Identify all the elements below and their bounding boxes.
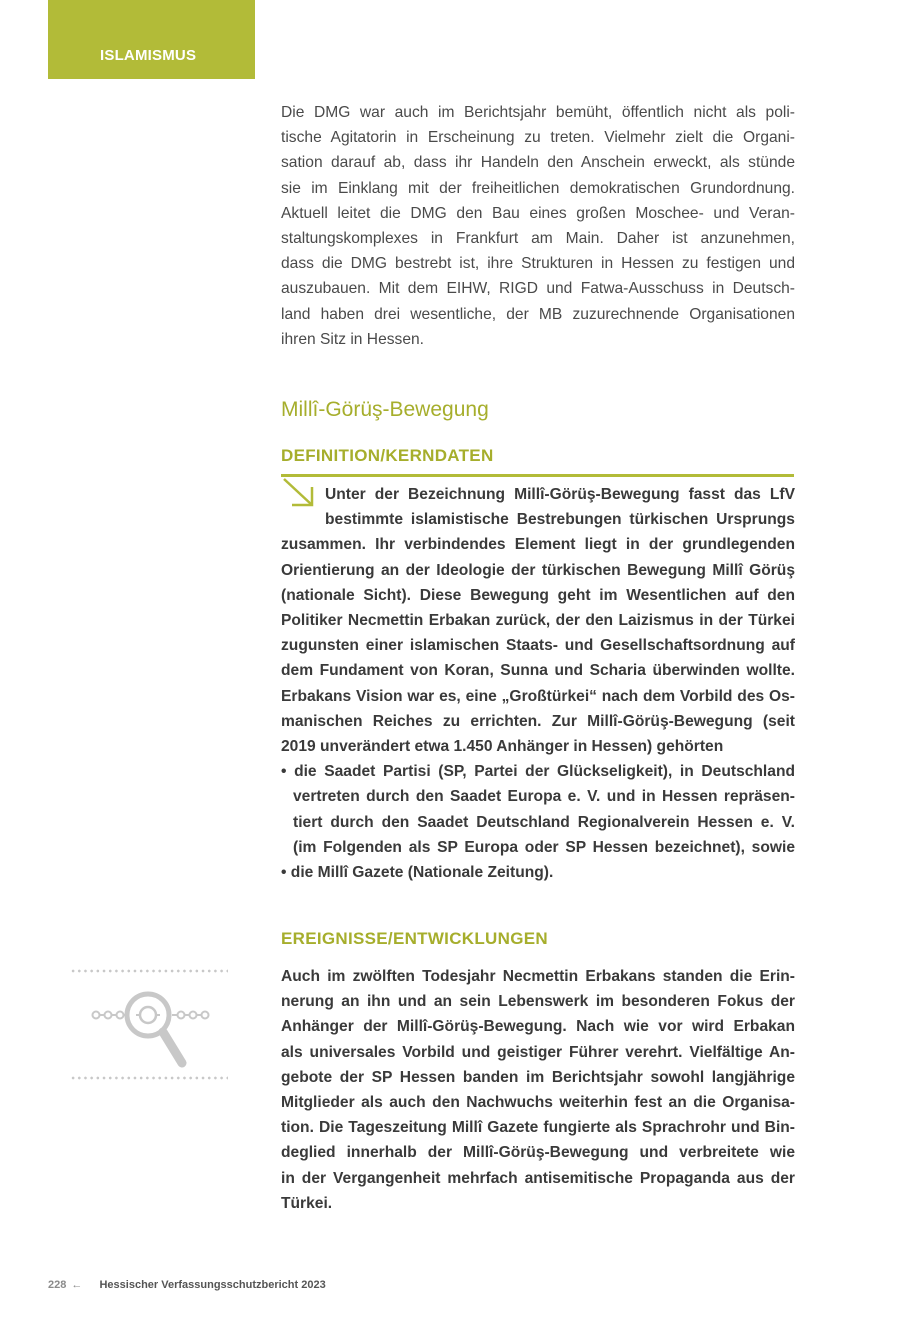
bullet-continuation: tiert durch den Saadet Deutschland Regionalverein Hessen e. V. bbox=[293, 813, 795, 831]
text-line: ihren Sitz in Hessen. bbox=[281, 330, 425, 348]
text-line: Anhänger der Millî-Görüş-Bewegung. Nach wie vor wird Erbakan bbox=[281, 1018, 795, 1036]
publication-title: Hessischer Verfassungsschutzbericht 2023 bbox=[99, 1279, 326, 1291]
page-number: 228 bbox=[48, 1279, 67, 1291]
bullet-continuation: (im Folgenden als SP Europa oder SP Hessen bezeichnet), sowie bbox=[293, 838, 795, 856]
text-line: Politiker Necmettin Erbakan zurück, der den Laizismus in der Türkei bbox=[281, 612, 795, 630]
text-line: gebote der SP Hessen banden im Berichtsjahr sowohl langjährige bbox=[281, 1068, 795, 1086]
text-line: staltungskomplexes in Frankfurt am Main. Daher ist anzunehmen, bbox=[281, 230, 795, 248]
section-header-tab bbox=[48, 0, 255, 79]
text-line: land haben drei wesentliche, der MB zuzurechnende Organisationen bbox=[281, 305, 795, 323]
magnifier-network-icon bbox=[88, 985, 213, 1070]
intro-paragraph bbox=[281, 100, 795, 352]
definition-heading: DEFINITION/KERNDATEN bbox=[281, 446, 494, 465]
back-arrow-icon[interactable]: ← bbox=[71, 1279, 83, 1291]
bullet-item: • die Millî Gazete (Nationale Zeitung). bbox=[281, 864, 554, 882]
text-line: tische Agitatorin in Erscheinung zu treten. Vielmehr zielt die Organi- bbox=[281, 129, 795, 147]
dotted-divider bbox=[70, 969, 228, 973]
text-line: Mitglieder als auch den Nachwuchs weiterhin fest an die Organisa- bbox=[281, 1094, 795, 1112]
text-line: (nationale Sicht). Diese Bewegung geht im Wesentlichen auf den bbox=[281, 586, 795, 604]
text-line: dem Fundament von Koran, Sunna und Scharia überwinden wollte. bbox=[281, 662, 795, 680]
text-line: Die DMG war auch im Berichtsjahr bemüht, öffentlich nicht als poli- bbox=[281, 104, 795, 121]
text-line: dass die DMG bestrebt ist, ihre Strukturen in Hessen zu festigen und bbox=[281, 255, 795, 273]
text-line: Auch im zwölften Todesjahr Necmettin Erbakans standen die Erin- bbox=[281, 968, 795, 985]
text-line: nerung an ihn und an sein Lebenswerk im besonderen Fokus der bbox=[281, 993, 795, 1011]
section-title: Millî-Görüş-Bewegung bbox=[281, 398, 489, 421]
bullet-item: • die Saadet Partisi (SP, Partei der Glückseligkeit), in Deutschland bbox=[281, 763, 795, 781]
text-line: als universales Vorbild und geistiger Führer verehrt. Vielfältige An- bbox=[281, 1043, 795, 1061]
text-line: zugunsten einer islamischen Staats- und Gesellschaftsordnung auf bbox=[281, 637, 795, 655]
text-line: deglied innerhalb der Millî-Görüş-Bewegung und verbreitete wie bbox=[281, 1144, 795, 1162]
events-text bbox=[281, 964, 795, 1216]
text-line: bestimmte islamistische Bestrebungen türkischen Ursprungs bbox=[325, 511, 795, 529]
events-heading: EREIGNISSE/ENTWICKLUNGEN bbox=[281, 929, 548, 948]
text-line: 2019 unverändert etwa 1.450 Anhänger in Hessen) gehörten bbox=[281, 738, 724, 756]
text-line: auszubauen. Mit dem EIHW, RIGD und Fatwa-Ausschuss in Deutsch- bbox=[281, 280, 795, 298]
text-line: zusammen. Ihr verbindendes Element liegt in der grundlegenden bbox=[281, 536, 795, 554]
text-line: Unter der Bezeichnung Millî-Görüş-Bewegung fasst das LfV bbox=[325, 486, 795, 503]
text-line: in der Vergangenheit mehrfach antisemitische Propaganda aus der bbox=[281, 1169, 795, 1187]
text-line: sie im Einklang mit der freiheitlichen demokratischen Grundordnung. bbox=[281, 179, 795, 197]
definition-divider bbox=[281, 474, 794, 477]
text-line: Erbakans Vision war es, eine „Großtürkei“ nach dem Vorbild des Os- bbox=[281, 687, 795, 705]
text-line: Türkei. bbox=[281, 1194, 333, 1212]
section-label: ISLAMISMUS bbox=[100, 47, 197, 64]
text-line: manischen Reiches zu errichten. Zur Millî-Görüş-Bewegung (seit bbox=[281, 712, 795, 730]
page-footer bbox=[48, 1279, 326, 1291]
text-line: Orientierung an der Ideologie der türkischen Bewegung Millî Görüş bbox=[281, 561, 795, 579]
text-line: Aktuell leitet die DMG den Bau eines großen Moschee- und Veran- bbox=[281, 204, 795, 222]
text-line: sation darauf ab, dass ihr Handeln den Anschein erweckt, als stünde bbox=[281, 154, 795, 172]
bullet-continuation: vertreten durch den Saadet Europa e. V. und in Hessen repräsen- bbox=[293, 788, 795, 806]
dotted-divider bbox=[70, 1076, 228, 1080]
text-line: tion. Die Tageszeitung Millî Gazete fungierte als Sprachrohr und Bin- bbox=[281, 1119, 795, 1137]
definition-text bbox=[281, 482, 795, 885]
